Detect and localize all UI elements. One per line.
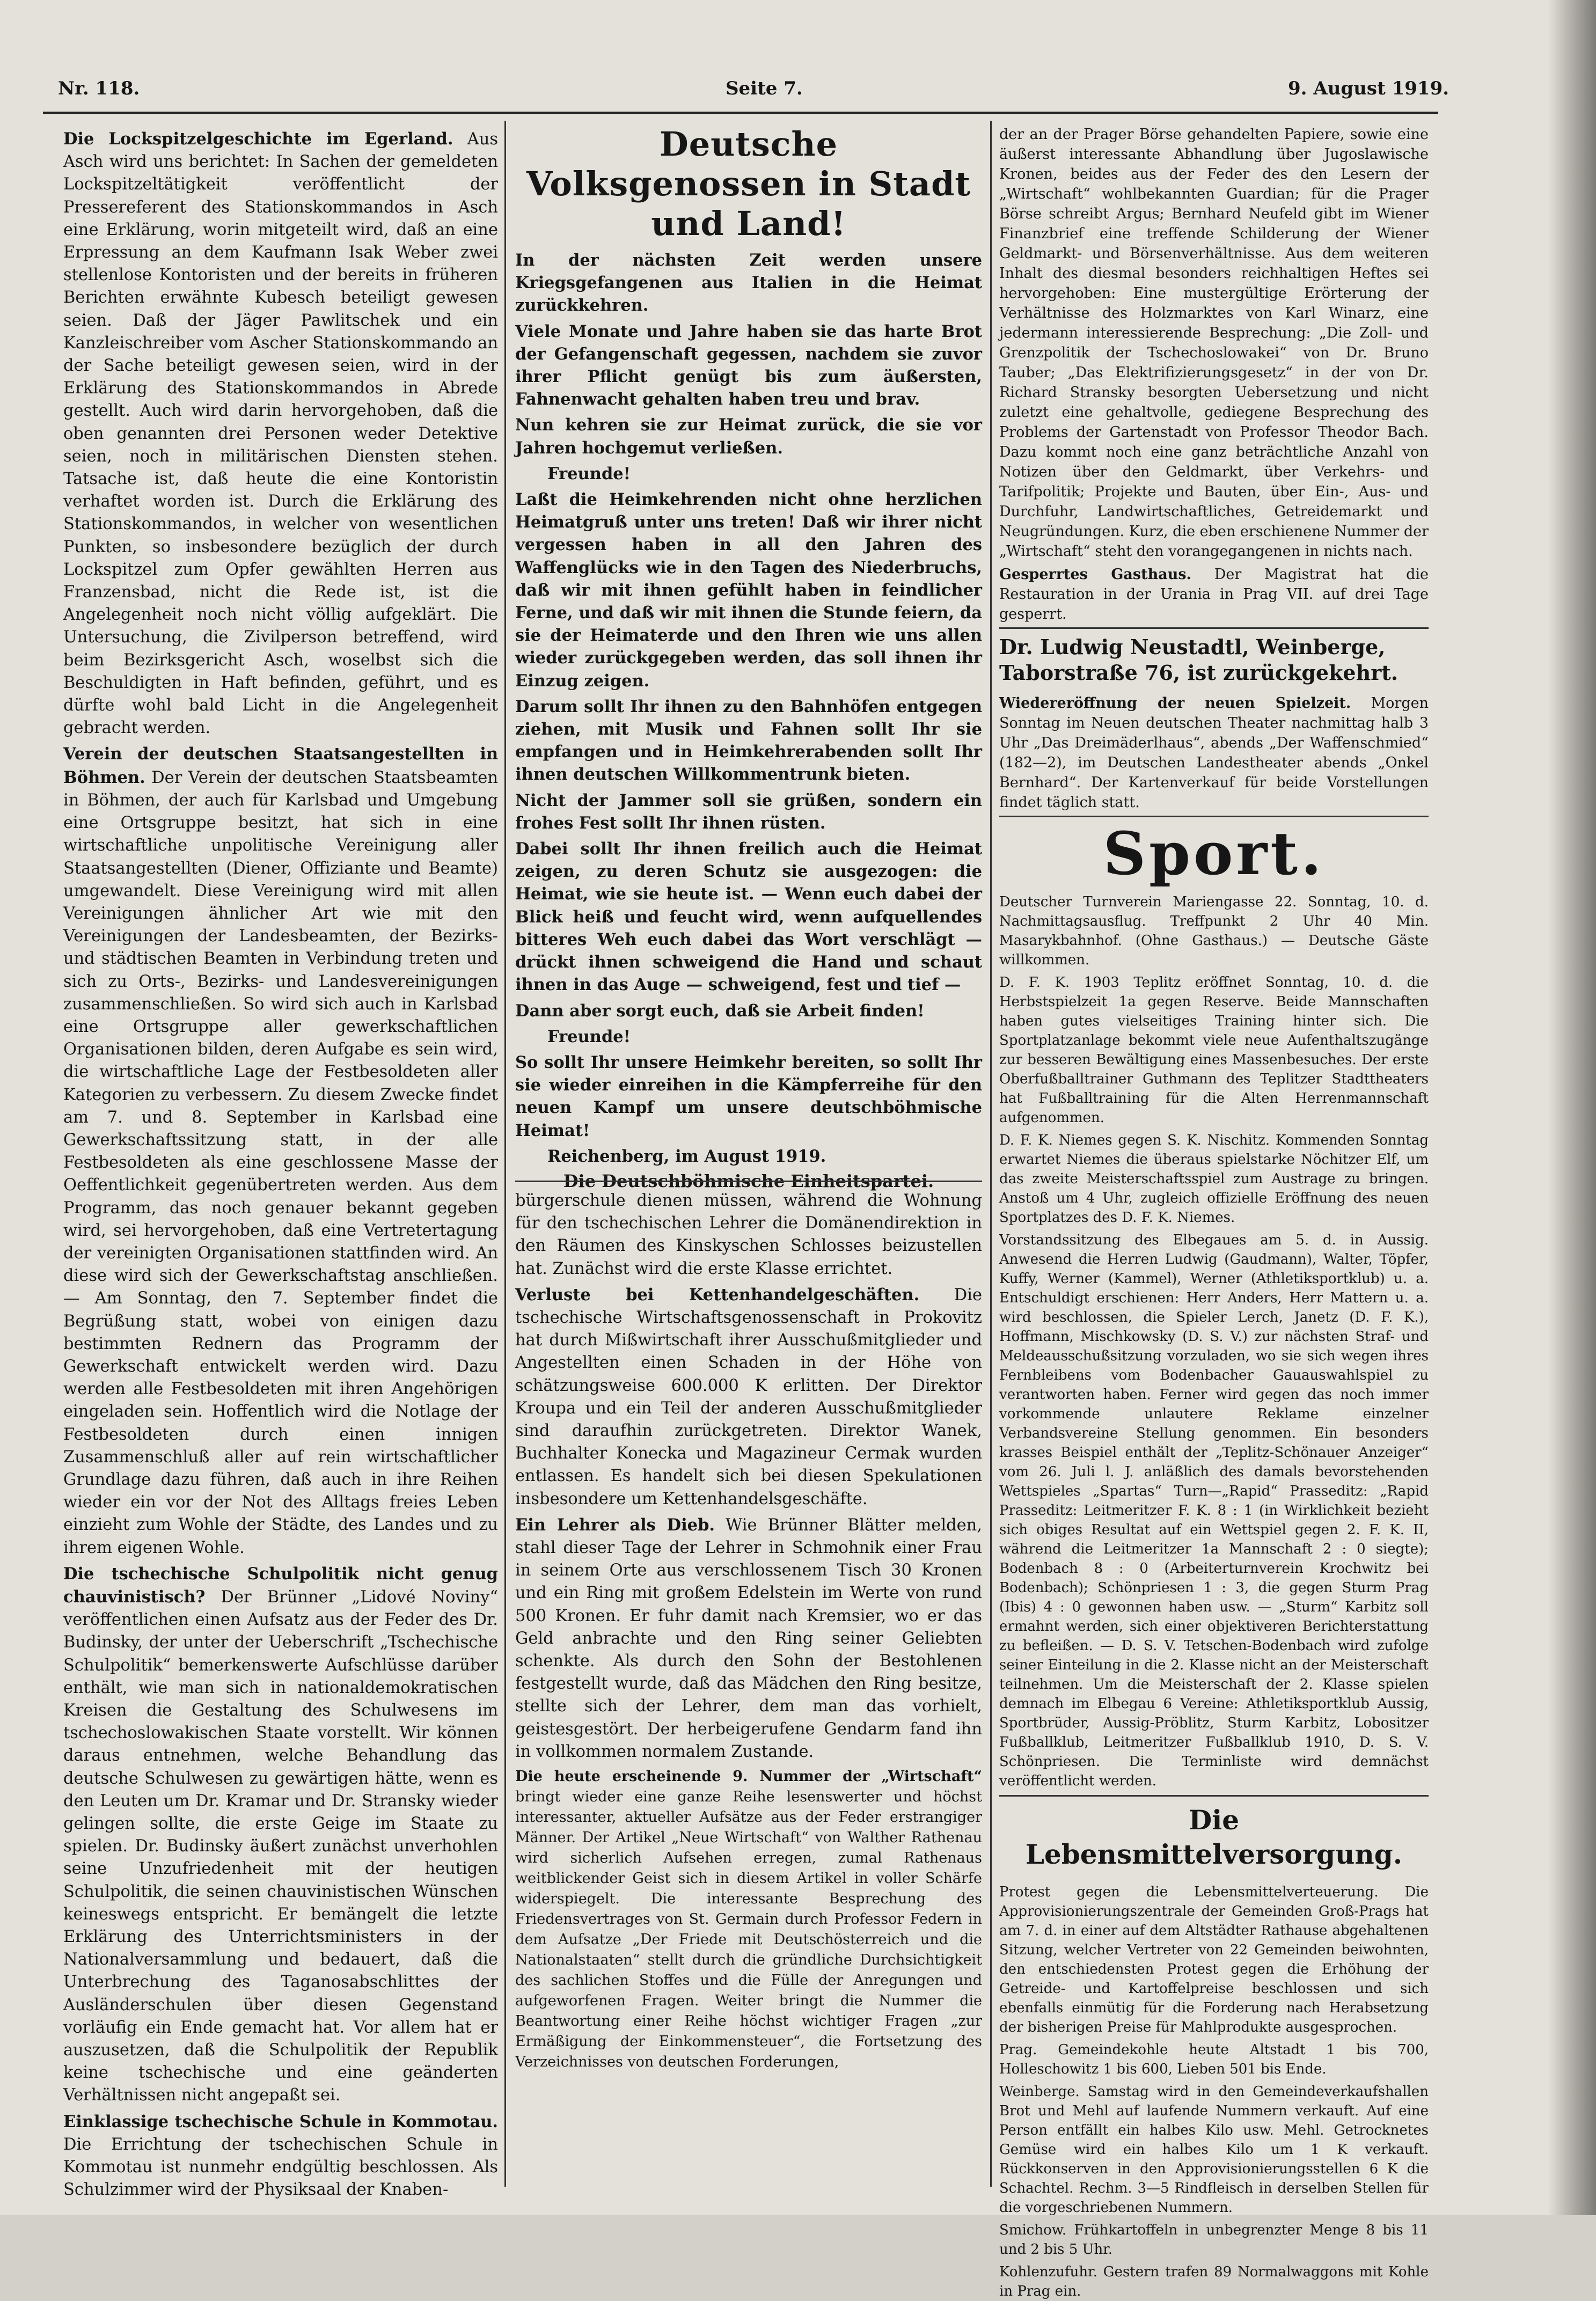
article-body: Morgen Sonntag im Neuen deutschen Theater nachmittag halb 3 Uhr „Das Dreimäderlhaus“, abends „Der Waffenschmied“ (182—2), im Deutschen Landestheater abends „Onkel Bernhard“. Der Kartenverkauf für beide Vorstellungen findet täglich statt. [999, 695, 1429, 811]
article-gasthaus [999, 565, 1429, 624]
appeal-box [515, 124, 982, 1191]
article-lockspitzel [63, 128, 498, 739]
announcement-neustadtl: Dr. Ludwig Neustadtl, Weinberge, Taborstraße 76, ist zurückgekehrt. [999, 635, 1399, 685]
article-body: Der Magistrat hat die Restauration in der Urania in Prag VII. auf drei Tage gesperrt. [999, 566, 1429, 622]
article-title: Gesperrtes Gasthaus. [999, 566, 1191, 583]
sport-section-title: Sport. [1103, 819, 1325, 888]
article-title: Einklassige tschechische Schule in Kommotau. [63, 2112, 498, 2131]
sport-paragraph: D. F. K. Niemes gegen S. K. Nischitz. Kommenden Sonntag erwartet Niemes die überaus spielstarke Nöchitzer Elf, um das zweite Meisterschaftsspiel zum Austrage zu bringen. Anstoß um 4 Uhr, zugleich offizielle Eröffnung des neuen Sportplatzes des D. F. K. Niemes. [999, 1132, 1429, 1226]
article-body: Der Verein der deutschen Staatsbeamten in Böhmen, der auch für Karlsbad und Umgebung eine Ortsgruppe besitzt, hat sich in eine wirtschaftliche unpolitische Vereinigung aller Staatsangestellten (Diener, Offiziante und Beamte) umgewandelt. Diese Vereinigung wird mit allen Vereinigungen ähnlicher Art wie mit den Vereinigungen der Landesbeamten, der Bezirks- und städtischen Beamten in Verbindung treten und sich zu Orts-, Bezirks- und Landesvereinigungen zusammenschließen. So wird sich auch in Karlsbad eine Ortsgruppe aller gewerkschaftlichen Organisationen bilden, deren Aufgabe es sein wird, die wirtschaftliche Lage der Festbesoldeten aller Kategorien zu verbessern. Zu diesem Zwecke findet am 7. und 8. September in Karlsbad eine Gewerkschaftssitzung statt, in der alle Festbesoldeten als eine geschlossene Masse der Oeffentlichkeit gegenübertreten werden. Aus dem Programm, das noch genauer bekannt gegeben wird, sei hervorgehoben, daß eine Vertretertagung der vereinigten Organisationen stattfinden wird. An diese wird sich der Gewerkschaftstag anschließen. — Am Sonntag, den 7. September findet die Begrüßung statt, wobei von einigen dazu bestimmten Rednern das Programm der Gewerkschaft entwickelt werden wird. Dazu werden alle Festbesoldeten mit ihren Angehörigen eingeladen sein. Hoffentlich wird die Notlage der Festbesoldeten durch einen innigen Zusammenschluß aller auf rein wirtschaftlicher Grundlage dazu führen, daß auch in ihre Reihen wieder ein vor der Not des Alltags freies Leben einzieht zum Wohle der Städte, des Landes und zu ihrem eigenen Wohle. [63, 768, 498, 1557]
article-staatsangestellte [63, 743, 498, 1559]
column-1 [63, 128, 498, 2200]
article-schulpolitik [63, 1563, 498, 2107]
appeal-paragraph: Darum sollt Ihr ihnen zu den Bahnhöfen entgegen ziehen, mit Musik und Fahnen sollt Ihr sie empfangen und in Heimkehrerabenden sollt Ihr ihnen deutschen Willkommentrunk bieten. [515, 697, 982, 785]
appeal-paragraph: Dabei sollt Ihr ihnen freilich auch die Heimat zeigen, zu deren Schutz sie ausgezogen: die Heimat, wie sie heute ist. — Wenn euch dabei der Blick heiß und feucht wird, wenn aufquellendes bitteres Weh euch dabei das Wort verschlägt — drückt ihnen schweigend die Hand und schaut ihnen in das Auge — schweigend, fest und tief — [515, 839, 982, 995]
appeal-paragraph: Nicht der Jammer soll sie grüßen, sondern ein frohes Fest sollt Ihr ihnen rüsten. [515, 790, 982, 833]
food-paragraph: Smichow. Frühkartoffeln in unbegrenzter Menge 8 bis 11 und 2 bis 5 Uhr. [999, 2222, 1429, 2258]
article-spielzeit [999, 693, 1429, 812]
article-title: Verluste bei Kettenhandelgeschäften. [515, 1285, 920, 1305]
appeal-headline: Deutsche Volksgenossen in Stadt und Land! [526, 124, 971, 243]
appeal-dateline: Reichenberg, im August 1919. [547, 1146, 826, 1166]
page-number: Nr. 118. [58, 78, 140, 99]
article-kettenhandel [515, 1284, 982, 1511]
section-rule [999, 1795, 1429, 1797]
article-wirtschaft-continued: der an der Prager Börse gehandelten Papiere, sowie eine äußerst interessante Abhandlung über Jugoslawische Kronen, beides aus der Feder des den Lesern der „Wirtschaft“ wohlbekannten Guardian; für die Prager Börse schreibt Argus; Bernhard Neufeld gibt im Wiener Finanzbrief eine treffende Schilderung der Wiener Geldmarkt- und Börsenverhältnisse. Aus dem weiteren Inhalt des diesmal besonders reichhaltigen Heftes sei hervorgehoben: Eine mustergültige Erörterung der Verhältnisse des Holzmarktes von Karl Winarz, eine jedermann interessierende Besprechung: „Die Zoll- und Grenzpolitik der Tschechoslowakei“ von Dr. Bruno Tauber; „Das Elektrifizierungsgesetz“ in der von Dr. Richard Stransky besorgten Uebersetzung und nicht zuletzt eine gehaltvolle, gediegene Besprechung des Problems der Gartenstadt von Professor Theodor Bach. Dazu kommt noch eine ganz beträchtliche Anzahl von Notizen über den Geldmarkt, über Verkehrs- und Tarifpolitik; Projekte und Bauten, über Ein-, Aus- und Durchfuhr, Landwirtschaftliches, Getreidemarkt und Neugründungen. Kurz, die eben erschienene Nummer der „Wirtschaft“ steht den vorangegangenen in nichts nach. [999, 126, 1429, 560]
article-body: Die tschechische Wirtschaftsgenossenschaft in Prokovitz hat durch Mißwirtschaft ihrer Ausschußmitglieder und Angestellten einen Schaden in der Höhe von schätzungsweise 600.000 K erlitten. Der Direktor Kroupa und ein Teil der anderen Ausschußmitglieder sind daraufhin zurückgetreten. Direktor Wanek, Buchhalter Konecka und Magazineur Cermak wurden entlassen. Es handelt sich bei diesen Spekulationen insbesondere um Kettenhandelsgeschäfte. [515, 1285, 982, 1508]
food-paragraph: Weinberge. Samstag wird in den Gemeindeverkaufshallen Brot und Mehl auf laufende Nummern verkauft. Auf eine Person entfällt ein halbes Kilo usw. Mehl. Getrocknetes Gemüse wird ein halbes Kilo um 1 K verkauft. Rückkonserven in den Approvisionierungsstellen 6 K die Schachtel. Rechm. 3—5 Rindfleisch in derselben Stellen für die vorgeschriebenen Nummern. [999, 2084, 1429, 2216]
appeal-paragraph: Nun kehren sie zur Heimat zurück, die sie vor Jahren hochgemut verließen. [515, 415, 982, 458]
article-wirtschaft [515, 1767, 982, 2072]
column-3 [999, 124, 1429, 2299]
article-continuation: bürgerschule dienen müssen, während die Wohnung für den tschechischen Lehrer die Domänendirektion in den Räumen des Kinskyschen Schlosses beizustellen hat. Zunächst wird die erste Klasse errichtet. [515, 1191, 982, 1278]
appeal-paragraph: Viele Monate und Jahre haben sie das harte Brot der Gefangenschaft gegessen, nachdem sie zuvor ihrer Pflicht genügt bis zum äußersten, Fahnenwacht gehalten haben treu und brav. [515, 321, 982, 409]
article-title: Verein der deutschen Staatsangestellten in Böhmen. [63, 744, 498, 787]
page-edge-shadow [1548, 0, 1596, 2215]
article-lehrer-dieb [515, 1514, 982, 1763]
column-divider-1 [504, 121, 506, 2187]
announcement-rule-top [999, 627, 1429, 629]
article-title: Die heute erscheinende 9. Nummer der „Wirtschaft“ [515, 1768, 982, 1785]
column-divider-2 [990, 121, 992, 2187]
column-2 [515, 124, 982, 2188]
article-title: Ein Lehrer als Dieb. [515, 1515, 715, 1535]
page-label: Seite 7. [726, 78, 803, 99]
food-paragraph: Prag. Gemeindekohle heute Altstadt 1 bis 700, Holleschowitz 1 bis 600, Lieben 501 bis Ende. [999, 2042, 1429, 2077]
article-body: Aus Asch wird uns berichtet: In Sachen der gemeldeten Lockspitzeltätigkeit veröffentlicht der Pressereferent des Stationskommandos in Asch eine Erklärung, worin mitgeteilt wird, daß an eine Erpressung an dem Kaufmann Isak Weber zwei stellenlose Kontoristen und der bereits in früheren Berichten erwähnte Kubesch beteiligt gewesen seien. Daß der Jäger Pawlitschek und ein Kanzleischreiber vom Ascher Stationskommando an der Sache beteiligt gewesen seien, wird in der Erklärung des Stationskommandos in Abrede gestellt. Auch wird darin hervorgehoben, daß die oben genannten drei Personen weder Detektive seien, noch in militärischen Diensten stehen. Tatsache ist, daß heute die eine Kontoristin verhaftet worden ist. Durch die Erklärung des Stationskommandos, in welcher von wesentlichen Punkten, so insbesondere bezüglich der durch Lockspitzel zum Opfer gewählten Herren aus Franzensbad, nicht die Rede ist, ist die Angelegenheit noch nicht völlig aufgeklärt. Die Untersuchung, die Zivilperson betreffend, wird beim Bezirksgericht Asch, woselbst sich die Beschuldigten in Haft befinden, geführt, und es dürfte wohl bald Licht in die Angelegenheit gebracht werden. [63, 130, 498, 738]
article-title: Die Lockspitzelgeschichte im Egerland. [63, 129, 453, 149]
food-paragraph: Protest gegen die Lebensmittelverteuerung. Die Approvisionierungszentrale der Gemeinden Groß-Prags hat am 7. d. in einer auf dem Altstädter Rathause abgehaltenen Sitzung, welcher Vertreter von 22 Gemeinden beiwohnten, den entschiedensten Protest gegen die Erhöhung der Getreide- und Kartoffelpreise beschlossen und sich ebenfalls einmütig für die Forderung nach Herabsetzung der bisherigen Preise für Mahlprodukte ausgesprochen. [999, 1884, 1429, 2035]
section-rule [515, 1181, 982, 1182]
article-body: Die Errichtung der tschechischen Schule in Kommotau ist nunmehr endgültig beschlossen. Als Schulzimmer wird der Physiksaal der Knaben- [63, 2135, 498, 2200]
header-rule [43, 112, 1438, 114]
article-body: Der Brünner „Lidové Noviny“ veröffentlichen einen Aufsatz aus der Feder des Dr. Budinsky, der unter der Ueberschrift „Tschechische Schulpolitik“ bemerkenswerte Aufschlüsse darüber enthält, wie man sich in nationaldemokratischen Kreisen die Gestaltung des Schulwesens im tschechoslowakischen Staate vorstellt. Wir können daraus entnehmen, welche Behandlung das deutsche Schulwesen zu gewärtigen hätte, wenn es den Leuten um Dr. Kramar und Dr. Stransky wieder gelingen sollte, die erste Geige im Staate zu spielen. Dr. Budinsky äußert zunächst unverhohlen seine Unzufriedenheit mit der heutigen Schulpolitik, die seinen chauvinistischen Wünschen keineswegs entspricht. Er bemängelt die letzte Erklärung des Unterrichtsministers in der Nationalversammlung und bedauert, daß die Unterbrechung des Taganosabschlittes der Ausländerschulen über diesen Gegenstand vorläufig ein Ende gemacht hat. Vor allem hat er auszusetzen, daß die Schulpolitik der Republik keine tschechische und eine geänderten Verhältnissen nicht angepaßt sei. [63, 1588, 498, 2105]
food-paragraph: Kohlenzufuhr. Gestern trafen 89 Normalwaggons mit Kohle in Prag ein. [999, 2264, 1429, 2299]
article-body: bringt wieder eine ganze Reihe lesenswerter und höchst interessanter, aktueller Aufsätze aus der Feder erstrangiger Männer. Der Artikel „Neue Wirtschaft“ von Walther Rathenau wird sicherlich Aufsehen erregen, zumal Rathenaus weitblickender Geist sich in diesem Artikel in voller Schärfe widerspiegelt. Die interessante Besprechung des Friedensvertrages von St. Germain durch Professor Federn in dem Aufsatze „Der Friede mit Deutschösterreich und die Nationalstaaten“ stellt durch die gründliche Durchsichtigkeit des sachlichen Stoffes und die Fülle der Anregungen und aufgeworfenen Fragen. Weiter bringt die Nummer die Beantwortung einer Reihe höchst wichtiger Fragen „zur Ermäßigung der Einkommensteuer“, die Fortsetzung des Verzeichnisses von deutschen Forderungen, [515, 1789, 982, 2071]
section-rule [999, 816, 1429, 817]
appeal-paragraph: So sollt Ihr unsere Heimkehr bereiten, so sollt Ihr sie wieder einreihen in die Kämpferreihe für den neuen Kampf um unsere deutschböhmische Heimat! [515, 1052, 982, 1140]
sport-paragraph: Deutscher Turnverein Mariengasse 22. Sonntag, 10. d. Nachmittagsausflug. Treffpunkt 2 Uhr 40 Min. Masarykbahnhof. (Ohne Gasthaus.) — Deutsche Gäste willkommen. [999, 894, 1429, 968]
sport-paragraph: Vorstandssitzung des Elbegaues am 5. d. in Aussig. Anwesend die Herren Ludwig (Gaudmann), Walter, Töpfer, Kuffy, Werner (Kammel), Werner (Athletiksportklub) u. a. Entschuldigt erschienen: Herr Anders, Herr Mattern u. a. wird beschlossen, die Spieler Lerch, Janetz (D. F. K.), Hoffmann, Mischkowsky (D. S. V.) zur nächsten Straf- und Meldeausschußsitzung vorzuladen, wo sie sich wegen ihres Fernbleibens vom Bodenbacher Gauauswahlspiel zu verantworten haben. Ferner wird gegen das noch immer vorkommende unlautere Reklame einzelner Verbandsvereine Stellung genommen. Ein besonders krasses Beispiel enthält der „Teplitz-Schönauer Anzeiger“ vom 26. Juli l. J. anläßlich des damals bevorstehenden Wettspieles „Spartas“ Turn—„Rapid“ Prasseditz: „Rapid Prasseditz: Leitmeritzer F. K. 8 : 1 (in Wirklichkeit bezieht sich obiges Resultat auf ein Wettspiel gegen 2. F. K. II, während die Leitmeritzer 1a Mannschaft 2 : 0 siegte); Bodenbach 8 : 0 (Arbeiterturnverein Krochwitz bei Bodenbach); Schönpriesen 1 : 3, die gegen Sturm Prag (Ibis) 4 : 0 gewonnen haben usw. — „Sturm“ Karbitz soll ermahnt werden, sich einer objektiveren Berichterstattung zu befleißen. — D. S. V. Tetschen-Bodenbach wird zufolge seiner Einteilung in die 2. Klasse nicht an der Meisterschaft teilnehmen. Um die Meisterschaft der 2. Klasse spielen demnach im Elbegau 6 Vereine: Athletiksportklub Aussig, Sportbrüder, Aussig-Pröblitz, Sturm Karbitz, Lobositzer Fußballklub, Leitmeritzer Fußballklub 1910, D. S. V. Schönpriesen. Die Terminliste wird demnächst veröffentlicht werden. [999, 1232, 1429, 1789]
appeal-paragraph: Dann aber sorgt euch, daß sie Arbeit finden! [515, 1001, 925, 1021]
article-schule-kommotau [63, 2111, 498, 2202]
article-title: Wiedereröffnung der neuen Spielzeit. [999, 695, 1351, 712]
issue-date: 9. August 1919. [1288, 78, 1449, 99]
article-body: Wie Brünner Blätter melden, stahl dieser Tage der Lehrer in Schmohnik einer Frau in seinem Orte aus verschlossenem Tisch 30 Kronen und ein Ring mit großem Edelstein im Werte von rund 500 Kronen. Er fuhr damit nach Kremsier, wo er das Geld anbrachte und den Ring seiner Geliebten schenkte. Als durch den Sohn der Bestohlenen festgestellt wurde, daß das Mädchen den Ring besitze, stellte sich der Lehrer, dem man das vorhielt, geistesgestört. Der herbeigerufene Gendarm fand ihn in vollkommen normalem Zustande. [515, 1515, 982, 1761]
sport-paragraph: D. F. K. 1903 Teplitz eröffnet Sonntag, 10. d. die Herbstspielzeit 1a gegen Reserve. Beide Mannschaften haben gutes vielseitiges Training hinter sich. Die Sportplatzanlage bekommt viele neue Aufenthaltszugänge zur besseren Bewältigung eines Massenbesuches. Der erste Oberfußballtrainer Guthmann des Teplitzer Stadttheaters hat Fußballtraining für die Alten Herrenmannschaft aufgenommen. [999, 974, 1429, 1126]
appeal-paragraph: In der nächsten Zeit werden unsere Kriegsgefangenen aus Italien in die Heimat zurückkehren. [515, 251, 982, 316]
appeal-paragraph: Laßt die Heimkehrenden nicht ohne herzlichen Heimatgruß unter uns treten! Daß wir ihrer nicht vergessen haben in all den Jahren des Waffenglücks wie in den Tagen des Niederbruchs, daß wir mit ihnen gefühlt haben in feindlicher Ferne, und daß wir mit ihnen die Stunde feiern, da sie der Heimaterde und den Ihren wie uns allen wieder zurückgegeben werden, das soll ihnen ihr Einzug zeigen. [515, 490, 982, 691]
food-section-title: Die Lebensmittelversorgung. [1025, 1804, 1403, 1870]
article-title: Die tschechische Schulpolitik nicht genug chauvinistisch? [63, 1564, 498, 1607]
appeal-signature: Die Deutschböhmische Einheitspartei. [563, 1170, 934, 1191]
appeal-paragraph: Freunde! [547, 464, 631, 483]
appeal-paragraph: Freunde! [547, 1027, 631, 1046]
